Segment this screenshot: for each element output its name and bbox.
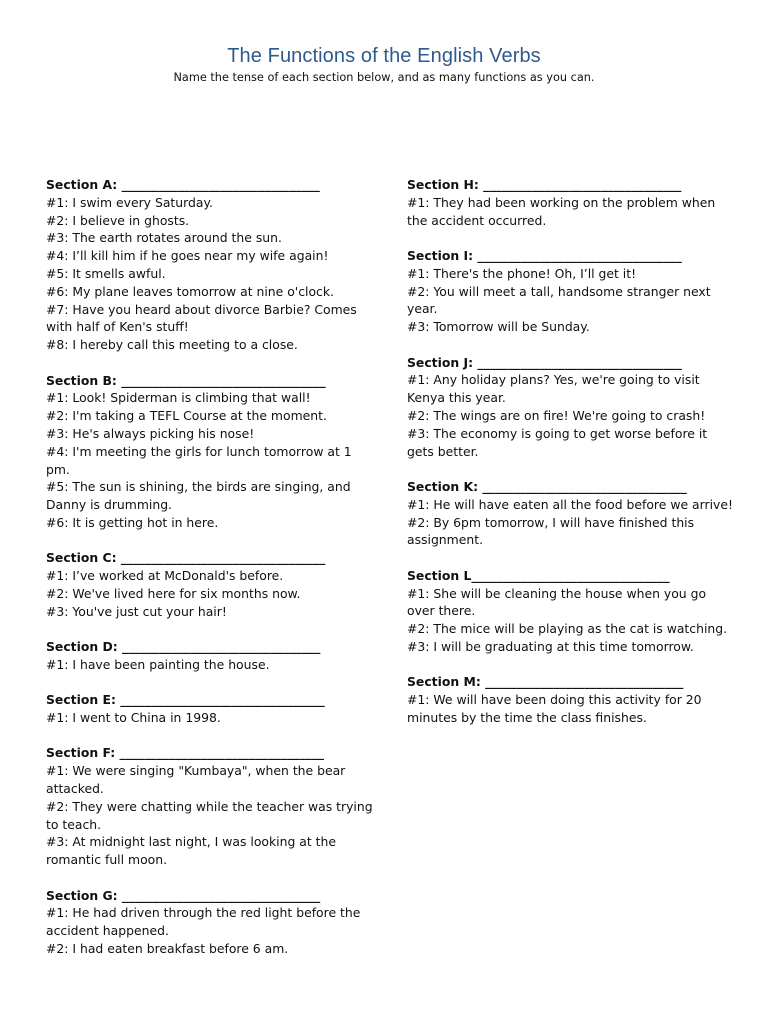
example-sentence: #1: She will be cleaning the house when you go over there.	[407, 585, 707, 619]
exercise-section	[407, 478, 737, 549]
example-sentence: #1: We will have been doing this activity for 20 minutes by the time the class finishes.	[407, 692, 702, 725]
example-sentence: #1: I’ve worked at McDonald's before.	[46, 568, 284, 584]
left-column	[46, 176, 376, 975]
example-sentence: #7: Have you heard about divorce Barbie? Comes with half of Ken's stuff!	[46, 301, 357, 335]
example-sentence: #2: By 6pm tomorrow, I will have finished this assignment.	[407, 514, 695, 548]
example-sentence: #2: I believe in ghosts.	[46, 212, 190, 228]
example-sentence: #1: He will have eaten all the food before we arrive!	[407, 496, 733, 512]
example-sentence: #5: It smells awful.	[46, 265, 166, 281]
example-sentence: #6: My plane leaves tomorrow at nine o'clock.	[46, 283, 334, 299]
section-heading: Section A: ________________________________	[46, 177, 320, 192]
example-sentence: #3: He's always picking his nose!	[46, 425, 255, 441]
example-sentence: #8: I hereby call this meeting to a close.	[46, 337, 298, 353]
example-sentence: #4: I’ll kill him if he goes near my wife again!	[46, 248, 329, 264]
exercise-section	[46, 744, 376, 869]
section-heading: Section G: ________________________________	[46, 887, 321, 903]
example-sentence: #3: You've just cut your hair!	[46, 603, 227, 619]
example-sentence: #3: At midnight last night, I was looking at the romantic full moon.	[46, 834, 336, 868]
section-heading: Section L________________________________	[407, 567, 670, 583]
section-heading: Section K: _________________________________	[407, 478, 687, 494]
section-heading: Section B: _________________________________	[46, 372, 326, 388]
section-heading: Section C: _________________________________	[46, 550, 326, 566]
exercise-section	[407, 247, 737, 336]
section-heading: Section J: _________________________________	[407, 354, 682, 370]
example-sentence: #5: The sun is shining, the birds are singing, and Danny is drumming.	[46, 479, 351, 513]
example-sentence: #1: He had driven through the red light before the accident happened.	[46, 905, 361, 939]
section-heading: Section D: ________________________________	[46, 639, 321, 655]
example-sentence: #1: Look! Spiderman is climbing that wall!	[46, 390, 311, 406]
exercise-section	[46, 372, 376, 532]
example-sentence: #2: We've lived here for six months now.	[46, 585, 301, 601]
section-heading: Section E: _________________________________	[46, 692, 325, 708]
exercise-section	[46, 638, 376, 674]
exercise-section	[407, 176, 737, 229]
example-sentence: #2: I'm taking a TEFL Course at the moment.	[46, 408, 327, 424]
section-heading: Section H: ________________________________	[407, 177, 682, 192]
exercise-section	[46, 887, 376, 958]
exercise-section	[407, 567, 737, 656]
example-sentence: #1: I went to China in 1998.	[46, 710, 221, 726]
example-sentence: #2: The wings are on fire! We're going to crash!	[407, 407, 706, 423]
exercise-section	[46, 691, 376, 727]
example-sentence: #2: They were chatting while the teacher was trying to teach.	[46, 798, 373, 832]
example-sentence: #1: I have been painting the house.	[46, 656, 270, 672]
section-heading: Section M: ________________________________	[407, 674, 684, 690]
example-sentence: #1: We were singing "Kumbaya", when the bear attacked.	[46, 763, 346, 797]
example-sentence: #3: The economy is going to get worse before it gets better.	[407, 425, 708, 459]
example-sentence: #2: You will meet a tall, handsome stranger next year.	[407, 283, 711, 317]
exercise-section	[407, 673, 737, 726]
right-column	[407, 176, 737, 744]
example-sentence: #3: I will be graduating at this time tomorrow.	[407, 638, 694, 654]
section-heading: Section I: _________________________________	[407, 247, 682, 263]
example-sentence: #1: They had been working on the problem when the accident occurred.	[407, 194, 716, 228]
page-title: The Functions of the English Verbs	[227, 45, 541, 67]
example-sentence: #3: Tomorrow will be Sunday.	[407, 319, 590, 335]
section-heading: Section F: _________________________________	[46, 745, 324, 761]
example-sentence: #2: I had eaten breakfast before 6 am.	[46, 941, 289, 957]
exercise-section	[46, 549, 376, 620]
instructions: Name the tense of each section below, and as many functions as you can.	[173, 71, 595, 84]
example-sentence: #2: The mice will be playing as the cat is watching.	[407, 621, 728, 637]
example-sentence: #3: The earth rotates around the sun.	[46, 230, 282, 246]
example-sentence: #1: There's the phone! Oh, I’ll get it!	[407, 265, 637, 281]
example-sentence: #6: It is getting hot in here.	[46, 514, 219, 530]
example-sentence: #1: I swim every Saturday.	[46, 194, 213, 210]
exercise-section	[46, 176, 376, 354]
example-sentence: #1: Any holiday plans? Yes, we're going to visit Kenya this year.	[407, 372, 700, 406]
example-sentence: #4: I'm meeting the girls for lunch tomorrow at 1 pm.	[46, 443, 352, 477]
exercise-section	[407, 354, 737, 461]
